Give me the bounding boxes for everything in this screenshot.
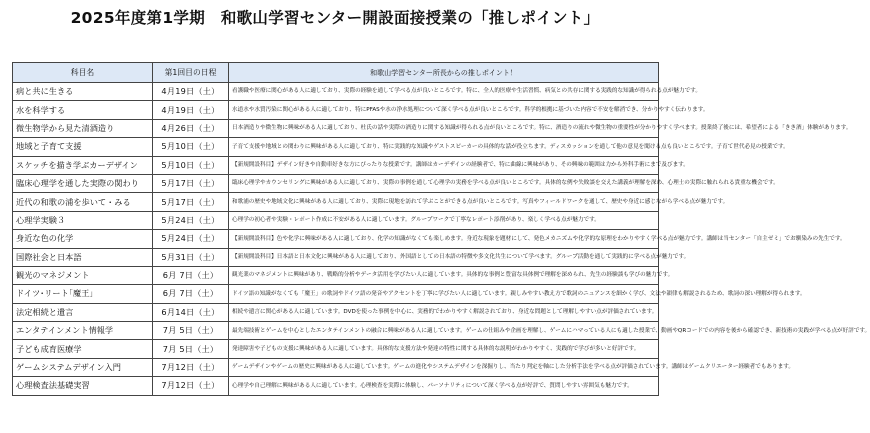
course-name: 子ども成育医療学 (13, 340, 153, 358)
course-date: 7月 5日（土） (153, 340, 229, 358)
course-comment: 【新規開設科目】日本語と日本文化に興味がある人に適しており、外国語としての日本語の特徴や多文化共生について学べます。グループ活動を通して実践的に学べる点が魅力です。 (229, 248, 659, 266)
course-date: 6月14日（土） (153, 303, 229, 321)
table-row (13, 266, 659, 284)
table-row (13, 83, 659, 101)
course-date: 5月24日（土） (153, 230, 229, 248)
header-first-date: 第1回目の日程 (153, 63, 229, 83)
course-name: 法定相続と遺言 (13, 303, 153, 321)
course-comment: ドイツ語の知識がなくても「魔王」の歌詞やドイツ語の発音やアクセントを丁寧に学びたい人に適しています。親しみやすい教え方で歌詞のニュアンスを細かく学び、文法や韻律も解説されるため、歌詞の深い理解が得られます。 (229, 285, 659, 303)
course-date: 4月26日（土） (153, 119, 229, 137)
course-date: 5月17日（土） (153, 193, 229, 211)
table-row (13, 101, 659, 119)
table-row (13, 156, 659, 174)
table-header-row (13, 63, 659, 83)
course-comment: 水道水や水質汚染に関心がある人に適しており、特にPFASや水の浄水処理について深く学べる点が良いところです。科学的根拠に基づいた内容で不安を解消でき、分かりやすく伝わります。 (229, 101, 659, 119)
course-name: 微生物学から見た清酒造り (13, 119, 153, 137)
course-name: スケッチを描き学ぶカーデザイン (13, 156, 153, 174)
course-name: エンタテインメント情報学 (13, 322, 153, 340)
course-date: 7月 5日（土） (153, 322, 229, 340)
course-name: 水を科学する (13, 101, 153, 119)
table-row (13, 322, 659, 340)
course-comment: 臨床心理学やカウンセリングに興味がある人に適しており、実際の事例を通して心理学の実務を学べる点が良いところです。具体的な例や失敗談を交えた講義が理解を深め、心理士の実際に触れられる貴重な機会です。 (229, 174, 659, 192)
course-comment: 発達障害や子どもの支援に興味がある人に適しています。具体的な支援方法や発達の特性に関する具体的な説明がわかりやすく、実践的で学びが多いと好評です。 (229, 340, 659, 358)
table-row (13, 174, 659, 192)
course-name: 近代の和歌の浦を歩いて・みる (13, 193, 153, 211)
course-name: ドイツ･リート｢魔王｣ (13, 285, 153, 303)
course-date: 5月24日（土） (153, 211, 229, 229)
course-name: 地域と子育て支援 (13, 138, 153, 156)
table-row (13, 138, 659, 156)
table-row (13, 230, 659, 248)
header-recommend-point: 和歌山学習センター所長からの推しポイント！ (229, 63, 659, 83)
course-date: 7月12日（土） (153, 377, 229, 395)
course-comment: 相続や遺言に関心がある人に適しています。DVDを使った事例を中心に、実務的でわかりやすく解説されており、身近な問題として理解しやすい点が評価されています。 (229, 303, 659, 321)
course-name: 心理学実験３ (13, 211, 153, 229)
header-course-name: 科目名 (13, 63, 153, 83)
course-comment: 【新規開設科目】色や化学に興味がある人に適しており、化学の知識がなくても楽しめます。身近な現象を題材にして、発色メカニズムや化学的な原理をわかりやすく学べる点が魅力です。講師は当センター「自主ゼミ」でお馴染みの先生です。 (229, 230, 659, 248)
table-row (13, 211, 659, 229)
course-comment: 和歌浦の歴史や地域文化に興味がある人に適しており、実際に現地を訪れて学ぶことができる点が良いところです。写真やフィールドワークを通して、歴史や身近に感じながら学べる点が魅力です。 (229, 193, 659, 211)
course-date: 5月31日（土） (153, 248, 229, 266)
table-row (13, 303, 659, 321)
course-table (12, 62, 870, 396)
table-row (13, 285, 659, 303)
course-comment: 観光業のマネジメントに興味があり、戦略的分析やデータ活用を学びたい人に適しています。具体的な事例と豊富な具体例で理解を深められ、先生の経験談も学びの魅力です。 (229, 266, 659, 284)
page-title: 2025年度第1学期 和歌山学習センター開設面接授業の「推しポイント」 (70, 9, 600, 27)
course-comment: 心理学や自己理解に興味がある人に適しています。心理検査を実際に体験し、パーソナリティについて深く学べる点が好評で、質問しやすい雰囲気も魅力です。 (229, 377, 659, 395)
course-name: 観光のマネジメント (13, 266, 153, 284)
table-row (13, 340, 659, 358)
table-row (13, 193, 659, 211)
course-date: 6月 7日（土） (153, 285, 229, 303)
course-date: 7月12日（土） (153, 358, 229, 376)
course-name: 心理検査法基礎実習 (13, 377, 153, 395)
table-row (13, 377, 659, 395)
course-comment: 【新規開設科目】デザイン好きや自動車好きな方にぴったりな授業です。講師はカーデザインの経験者で、特に曲線に興味があり、その興味の範囲は力から外科手術にまで及びます。 (229, 156, 659, 174)
course-comment: 最先端技術とゲームを中心としたエンタテインメントの融合に興味がある人に適しています。ゲームの仕組みや企画を理解し、ゲームにハマっている人にも適した授業で、動画やQRコードでの内容を後から確認でき、新技術の実践が学べる点が好評です。 (229, 322, 659, 340)
course-date: 4月19日（土） (153, 83, 229, 101)
table-row (13, 358, 659, 376)
course-comment: 心理学の初心者や実験・レポート作成に不安がある人に適しています。グループワークで丁寧なレポート添削があり、楽しく学べる点が魅力です。 (229, 211, 659, 229)
course-date: 6月 7日（土） (153, 266, 229, 284)
course-date: 5月10日（土） (153, 138, 229, 156)
course-date: 5月17日（土） (153, 174, 229, 192)
course-name: 臨床心理学を通した実際の関わり (13, 174, 153, 192)
course-comment: 日本酒造りや微生物に興味がある人に適しており、杜氏の話や実際の酒造りに関する知識が得られる点が良いところです。特に、酒造りの流れや微生物の重要性が分かりやすく学べます。授業終了後には、希望者による「きき酒」体験があります。 (229, 119, 659, 137)
course-date: 5月10日（土） (153, 156, 229, 174)
course-date: 4月19日（土） (153, 101, 229, 119)
course-comment: ゲームデザインやゲームの歴史に興味がある人に適しています。ゲームの進化やシステムデザインを深掘りし、当たり判定を軸にした分析手法を学べる点が評価されています。講師はゲームクリエーター経験者でもあります。 (229, 358, 659, 376)
table-row (13, 248, 659, 266)
course-name: ゲームシステムデザイン入門 (13, 358, 153, 376)
course-name: 国際社会と日本語 (13, 248, 153, 266)
course-comment: 看護職や医療に関心がある人に適しており、実際の経験を通して学べる点が良いところです。特に、全人的医療や生活習慣、病気との共存に関する実践的な知識が得られる点が魅力です。 (229, 83, 659, 101)
table-row (13, 119, 659, 137)
course-comment: 子育て支援や地域との関わりに興味がある人に適しており、特に実践的な知識やゲストスピーカーの具体的な話が役立ちます。ディスカッションを通して他の意見を聞ける点も良いところです。子育て世代必見の授業です。 (229, 138, 659, 156)
course-name: 身近な色の化学 (13, 230, 153, 248)
course-name: 病と共に生きる (13, 83, 153, 101)
